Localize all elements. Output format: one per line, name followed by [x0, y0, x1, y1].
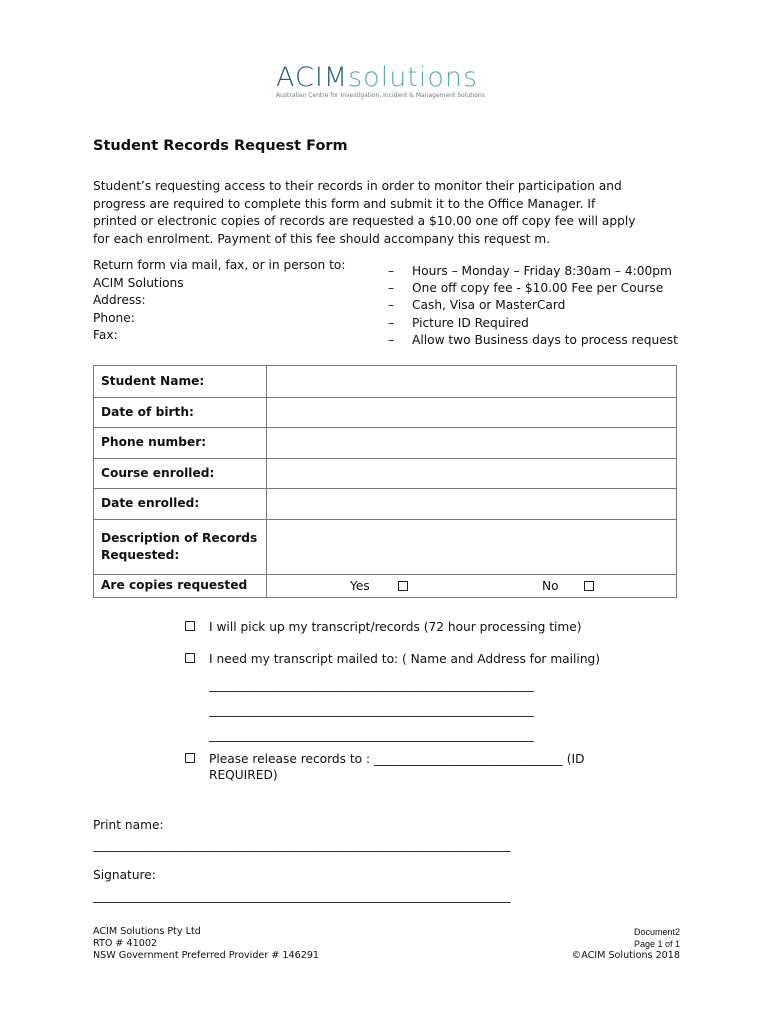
date-enrolled-label: Date enrolled: [94, 489, 267, 520]
copies-options [267, 575, 677, 598]
print-name-line[interactable]: ________________________________________________________________________ [93, 838, 511, 852]
student-name-label: Student Name: [94, 366, 267, 398]
yes-checkbox[interactable] [398, 581, 408, 591]
date-enrolled-field[interactable] [267, 489, 677, 520]
phone-label: Phone number: [94, 428, 267, 459]
no-checkbox[interactable] [584, 581, 594, 591]
list-item: – Cash, Visa or MasterCard [388, 298, 566, 313]
mailing-address-line[interactable]: ________________________________________________________ [209, 703, 534, 717]
signature-line[interactable]: ________________________________________________________________________ [93, 889, 511, 903]
list-item: – Picture ID Required [388, 315, 529, 330]
description-label: Description of Records Requested: [94, 520, 267, 575]
dob-field[interactable] [267, 398, 677, 428]
signature-label: Signature: [93, 868, 156, 882]
return-info: Return form via mail, fax, or in person to: ACIM Solutions Address: Phone: Fax: [93, 258, 346, 343]
no-label: No [542, 579, 559, 593]
logo-tagline: Australian Centre for Investigation, Incident & Management Solutions [276, 92, 485, 99]
mailed-option: I need my transcript mailed to: ( Name and Address for mailing) [185, 650, 600, 668]
mailing-address-line[interactable]: ________________________________________________________ [209, 678, 534, 692]
footer-company-info: ACIM Solutions Pty Ltd RTO # 41002 NSW Government Preferred Provider # 146291 [93, 926, 320, 961]
release-checkbox[interactable] [185, 753, 195, 763]
list-item: – One off copy fee - $10.00 Fee per Course [388, 281, 664, 296]
release-continuation: REQUIRED) [209, 768, 278, 782]
course-label: Course enrolled: [94, 459, 267, 489]
list-item: – Hours – Monday – Friday 8:30am – 4:00pm [388, 264, 672, 278]
dob-label: Date of birth: [94, 398, 267, 428]
company-logo [270, 62, 510, 106]
page-title: Student Records Request Form [93, 138, 348, 154]
student-details-table [93, 365, 677, 598]
mailed-checkbox[interactable] [185, 653, 195, 663]
pickup-checkbox[interactable] [185, 621, 195, 631]
course-field[interactable] [267, 459, 677, 489]
logo-wordmark: ACIMsolutions [276, 62, 479, 93]
student-name-field[interactable] [267, 366, 677, 398]
description-field[interactable] [267, 520, 677, 575]
release-option: Please release records to : _______________________________ (ID [185, 750, 585, 768]
list-item: – Allow two Business days to process request [388, 332, 678, 347]
footer-document-info: Document2 Page 1 of 1 ©ACIM Solutions 2018 [571, 927, 680, 961]
mailing-address-line[interactable]: ________________________________________________________ [209, 728, 534, 742]
info-bullet-list [388, 263, 678, 349]
intro-paragraph: Student’s requesting access to their records in order to monitor their participation and progress are required to complete this form and submit it to the Office Manager. If printed or electronic copies of records are requested a $10.00 one off copy fee will apply for each enrolment. Payment of this fee should accompany this request m. [93, 179, 636, 246]
pickup-option: I will pick up my transcript/records (72 hour processing time) [185, 618, 582, 636]
copies-label: Are copies requested [94, 575, 267, 598]
phone-field[interactable] [267, 428, 677, 459]
print-name-label: Print name: [93, 818, 164, 832]
yes-label: Yes [350, 579, 370, 593]
